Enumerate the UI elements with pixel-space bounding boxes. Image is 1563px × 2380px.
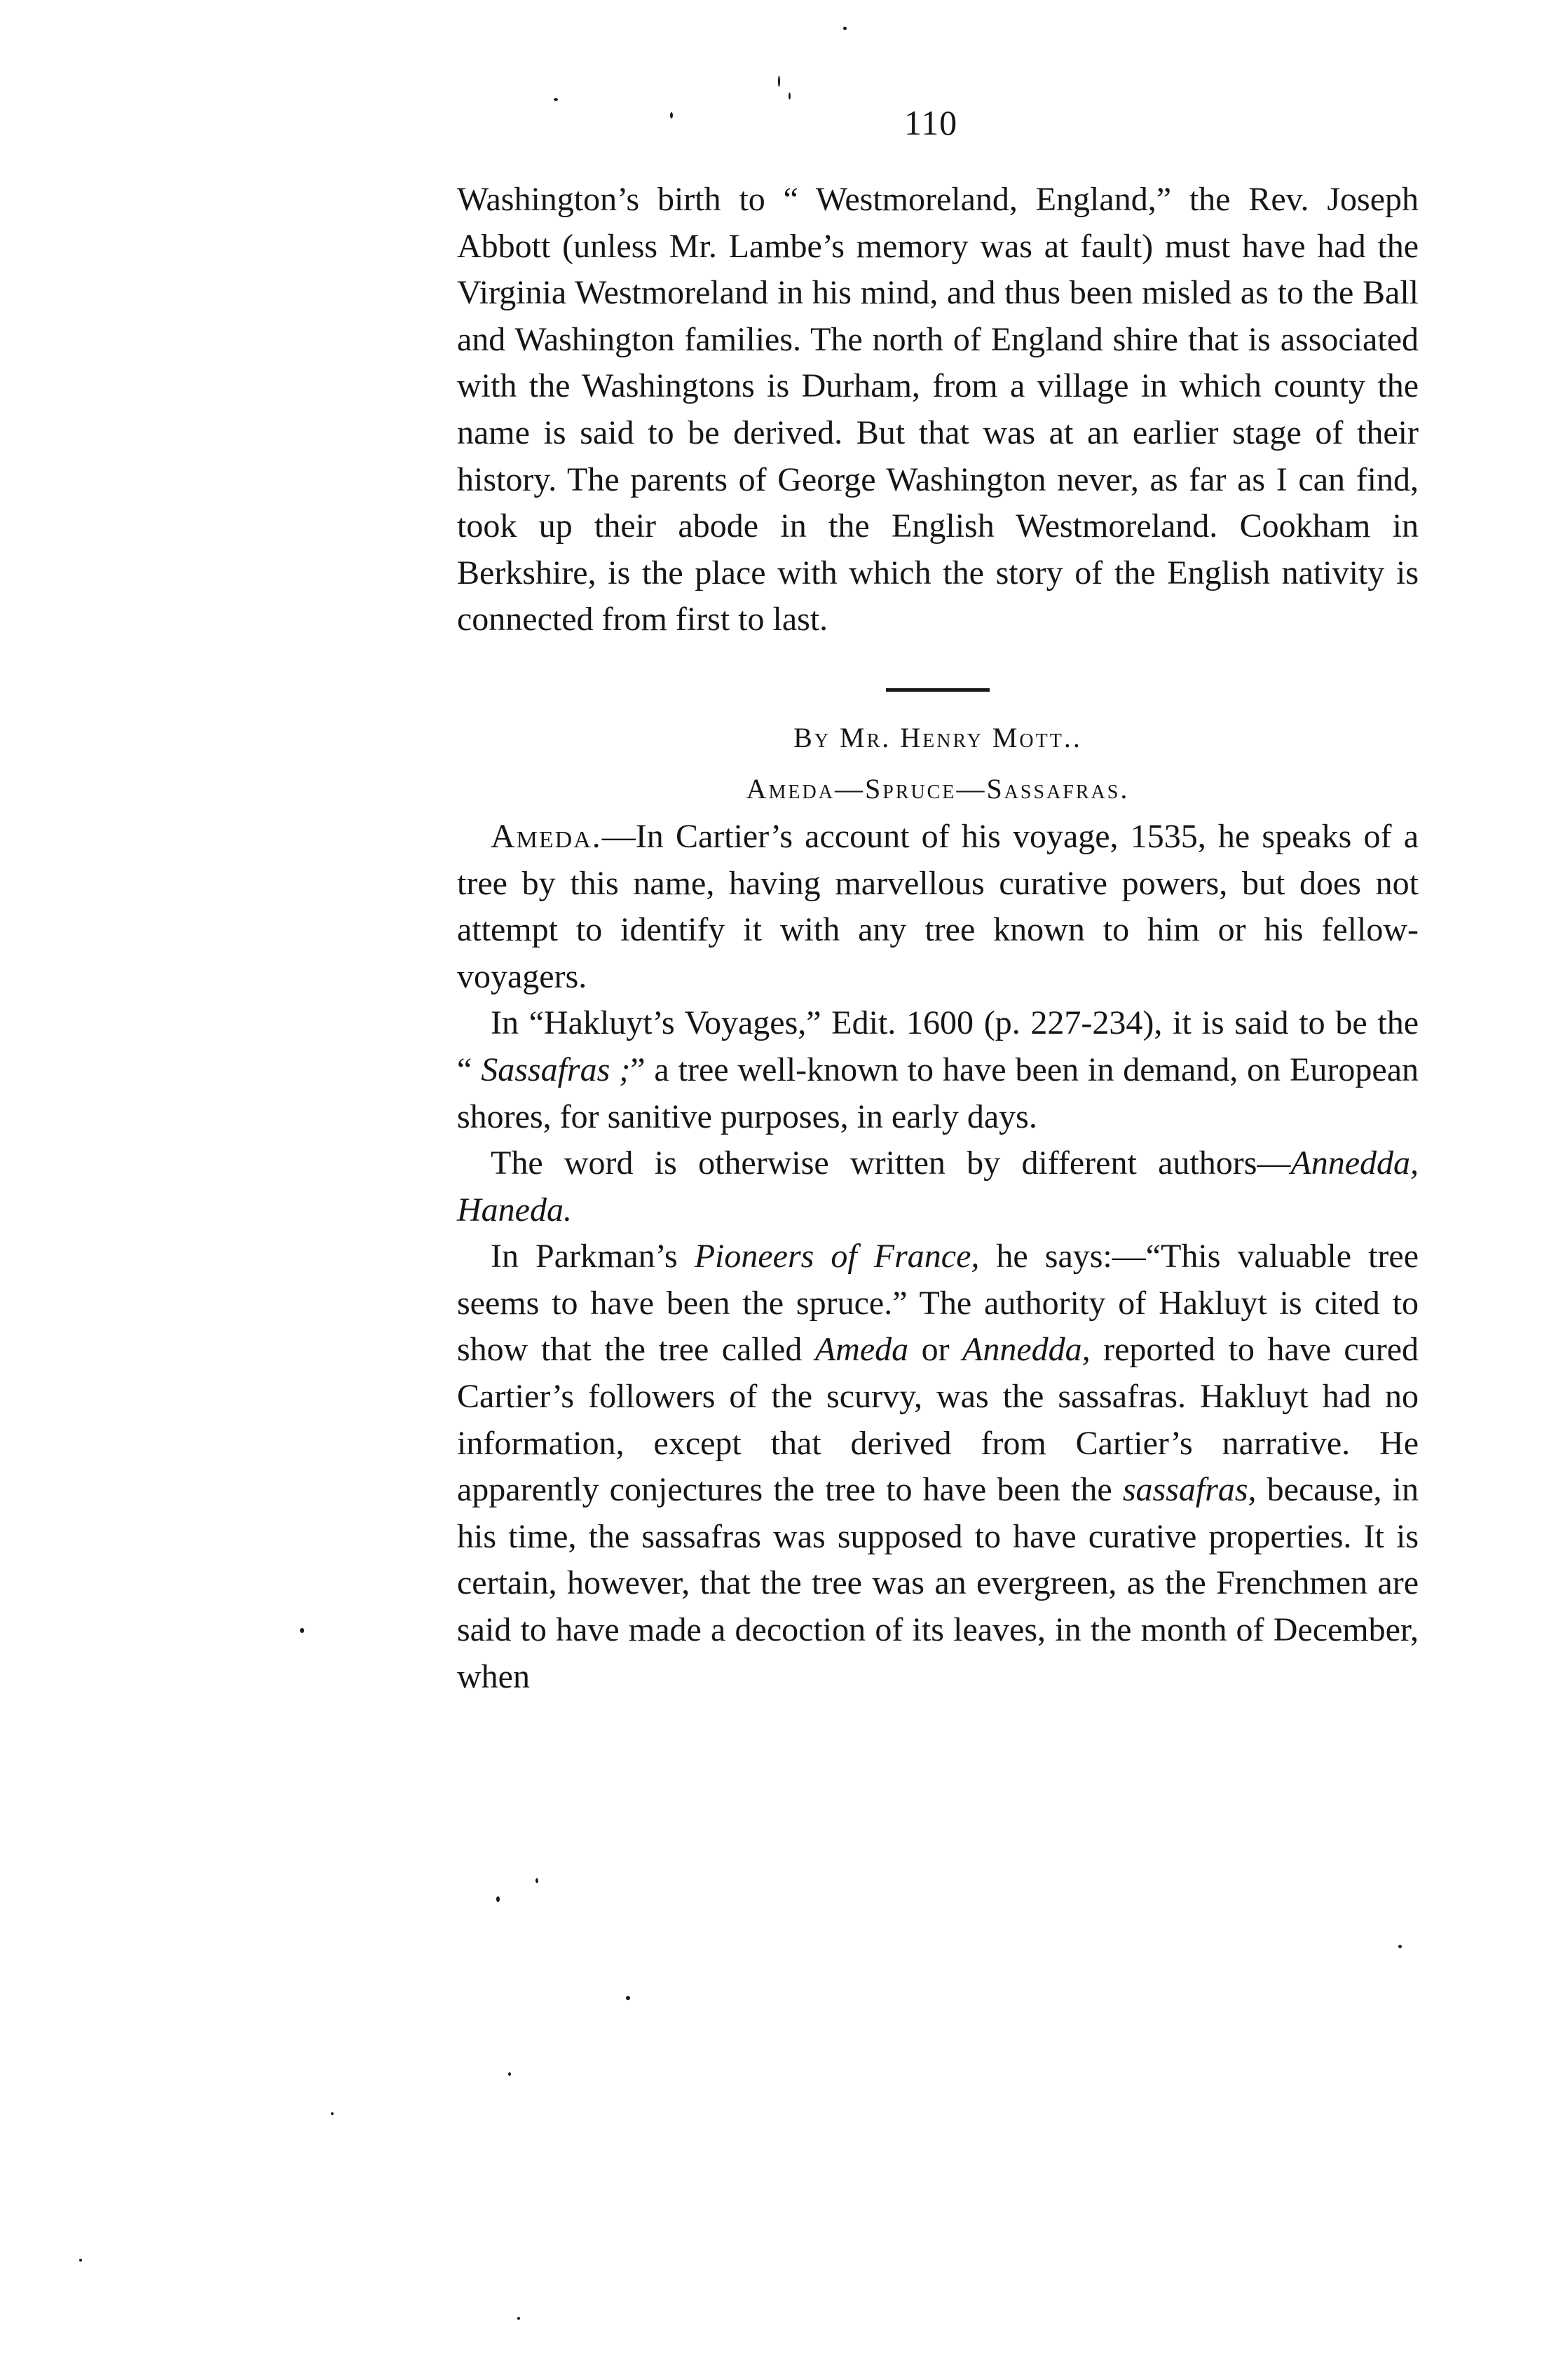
page-number: 110 [904,103,958,142]
paragraph-text: or [908,1331,963,1369]
scan-speck [554,98,558,101]
scan-speck [626,1996,630,2000]
paragraph-text: he says:—“This valuable tree seems to have been the spruce.” The authority of Hakluyt is cited to show that the tree called [457,1238,1419,1369]
scan-speck [789,93,791,100]
scan-speck [670,112,673,118]
italic-term: Ameda [814,1331,909,1369]
scan-speck [1398,1945,1402,1948]
paragraph-parkman [457,1233,1419,1700]
scan-speck [517,2317,520,2320]
italic-title: Pioneers of France, [694,1238,980,1276]
paragraph-text: In “Hakluyt’s Voyages,” Edit. 1600 (p. 227-234), it is said to be the “ [457,1004,1419,1088]
text-column [457,177,1419,1700]
section-byline: By Mr. Henry Mott.. [793,721,1082,753]
scan-speck [843,27,847,30]
paragraph-hakluyt [457,1000,1419,1140]
paragraph-text: —In Cartier’s account of his voyage, 1535, he speaks of a tree by this name, having marvellous curative powers, but does not attempt to identify it with any tree known to him or his fellow-voyagers. [457,817,1419,995]
paragraph-ameda [457,814,1419,1000]
paragraph-variants [457,1140,1419,1233]
scan-speck [331,2112,334,2115]
scan-speck [508,2072,511,2076]
scan-speck [535,1878,538,1883]
paragraph-text: In Parkman’s [491,1238,695,1276]
paragraph-lead-word: Ameda. [491,817,602,855]
section-title: Ameda—Spruce—Sassafras. [746,772,1130,805]
italic-term: Sassafras ; [481,1051,631,1088]
paragraph-text: The word is otherwise written by different authors— [491,1144,1291,1182]
italic-term: Annedda, [962,1331,1091,1369]
continuation-paragraph: Washington’s birth to “ Westmoreland, England,” the Rev. Joseph Abbott (unless Mr. Lambe’s memory was at fault) must have had the Virginia Westmoreland in his mind, and thus been misled as to the Ball and Washington families. The north of England shire that is associated with the Washingtons is Durham, from a village in which county the name is said to be derived. But that was at an earlier stage of their history. The parents of George Washington never, as far as I can find, took up their abode in the English Westmoreland. Cookham in Berkshire, is the place with which the story of the English nativity is connected from first to last. [457,181,1419,638]
italic-term: Annedda, Haneda. [457,1144,1419,1229]
paragraph-text: ” a tree well-known to have been in demand, on European shores, for sanitive purposes, in early days. [457,1051,1419,1135]
paragraph-text: reported to have cured Cartier’s followers of the scurvy, was the sassafras. Hakluyt had no information, except that derived from Cartier’s narrative. He apparently conjectures the tree to have been the [457,1331,1419,1509]
section-divider [886,688,990,692]
scan-speck [79,2259,82,2262]
scan-speck [300,1628,304,1633]
italic-term: sassafras, [1122,1471,1257,1509]
paragraph-text: because, in his time, the sassafras was supposed to have curative properties. It is certain, however, that the tree was an evergreen, as the Frenchmen are said to have made a decoction of its leaves, in the month of December, when [457,1471,1419,1695]
scan-speck [496,1896,500,1902]
scan-speck [778,76,780,87]
